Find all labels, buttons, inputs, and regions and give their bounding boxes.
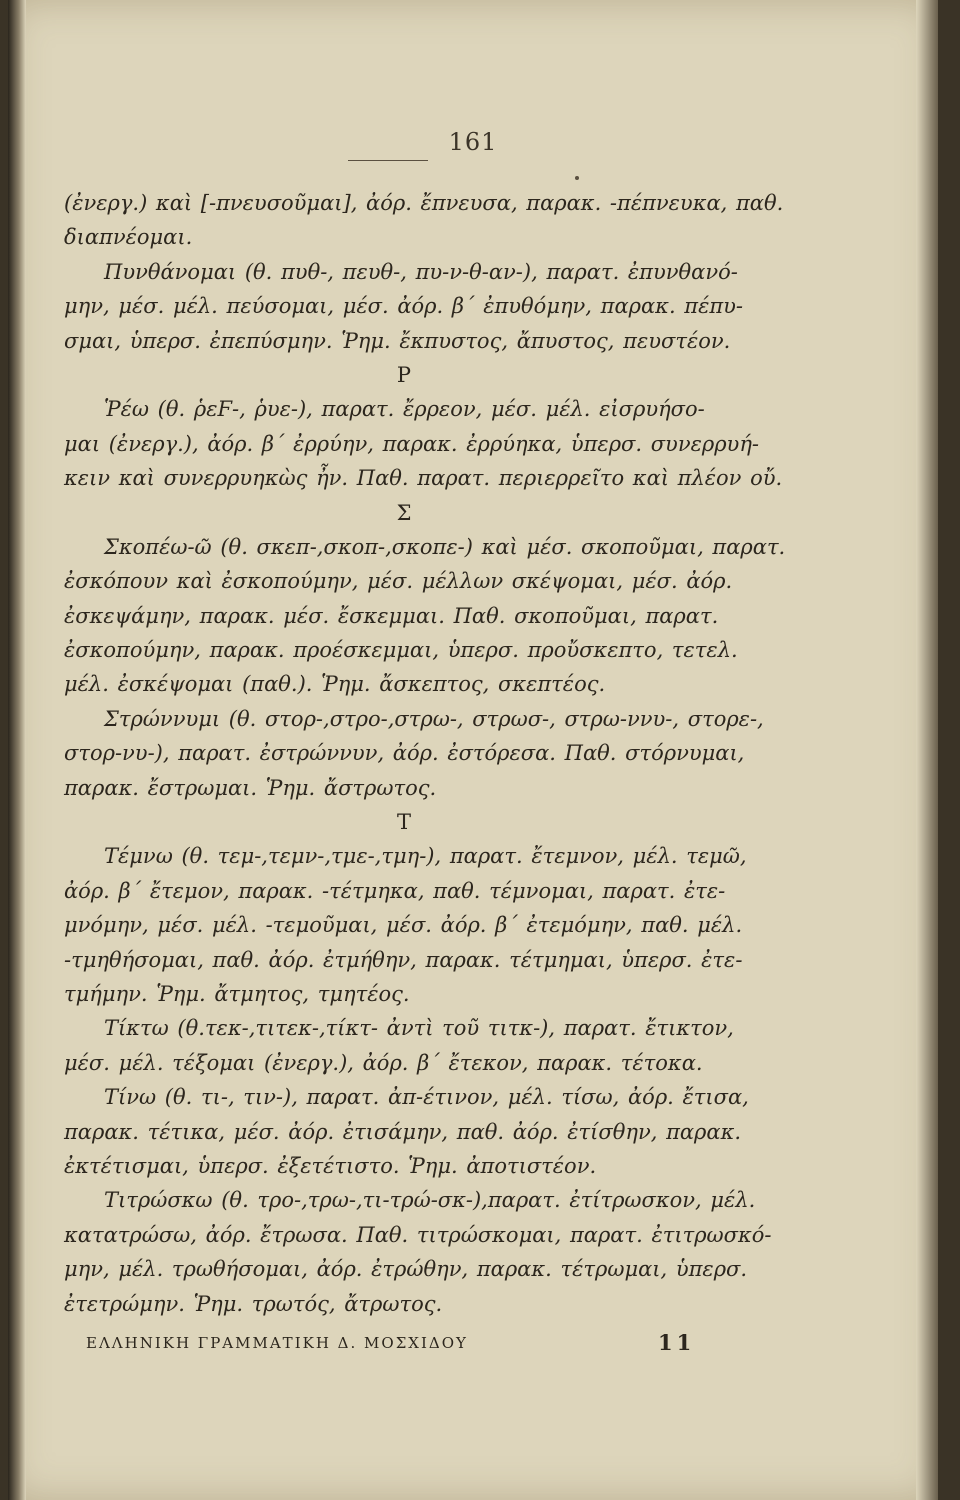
binding-shadow bbox=[8, 0, 26, 1500]
text-line: Τιτρώσκω (θ. τρο-,τρω-,τι-τρώ-σκ-),παρατ. ἐτίτρωσκον, μέλ. bbox=[104, 1188, 756, 1213]
ink-dot bbox=[575, 176, 579, 180]
section-letter: Τ bbox=[396, 810, 411, 835]
body-text bbox=[64, 186, 786, 1321]
text-line: μνόμην, μέσ. μέλ. -τεμοῦμαι, μέσ. ἀόρ. β΄ ἐτεμόμην, παθ. μέλ. bbox=[64, 913, 743, 938]
text-line: Τίνω (θ. τι-, τιν-), παρατ. ἀπ-έτινον, μέλ. τίσω, ἀόρ. ἔτισα, bbox=[104, 1085, 749, 1110]
text-line: Πυνθάνομαι (θ. πυθ-, πευθ-, πυ-ν-θ-αν-), παρατ. ἐπυνθανό- bbox=[104, 259, 738, 284]
text-line: κατατρώσω, ἀόρ. ἔτρωσα. Παθ. τιτρώσκομαι, παρατ. ἐτιτρωσκό- bbox=[64, 1222, 772, 1247]
text-line: ἐκτέτισμαι, ὑπερσ. ἐξετέτιστο. Ῥημ. ἀποτιστέον. bbox=[64, 1153, 597, 1178]
text-line: μέσ. μέλ. τέξομαι (ἐνεργ.), ἀόρ. β΄ ἔτεκον, παρακ. τέτοκα. bbox=[64, 1050, 703, 1075]
text-line: Τέμνω (θ. τεμ-,τεμν-,τμε-,τμη-), παρατ. ἔτεμνον, μέλ. τεμῶ, bbox=[104, 844, 747, 869]
text-line: Σκοπέω-ῶ (θ. σκεπ-,σκοπ-,σκοπε-) καὶ μέσ. σκοποῦμαι, παρατ. bbox=[104, 534, 786, 559]
text-line: ἐτετρώμην. Ῥημ. τρωτός, ἄτρωτος. bbox=[64, 1291, 443, 1316]
text-line: σμαι, ὑπερσ. ἐπεπύσμην. Ῥημ. ἔκπυστος, ἄπυστος, πευστέον. bbox=[64, 328, 731, 353]
text-line: μην, μέσ. μέλ. πεύσομαι, μέσ. ἀόρ. β΄ ἐπυθόμην, παρακ. πέπυ- bbox=[64, 294, 744, 319]
text-line: ἐσκόπουν καὶ ἐσκοπούμην, μέσ. μέλλων σκέψομαι, μέσ. ἀόρ. bbox=[64, 569, 733, 594]
text-line: τμήμην. Ῥημ. ἄτμητος, τμητέος. bbox=[64, 981, 410, 1006]
text-line: παρακ. τέτικα, μέσ. ἀόρ. ἐτισάμην, παθ. ἀόρ. ἐτίσθην, παρακ. bbox=[64, 1119, 742, 1144]
footer-title: ΕΛΛΗΝΙΚΗ ΓΡΑΜΜΑΤΙΚΗ Δ. ΜΟΣΧΙΔΟΥ bbox=[86, 1334, 468, 1352]
text-line: μην, μέλ. τρωθήσομαι, ἀόρ. ἐτρώθην, παρακ. τέτρωμαι, ὑπερσ. bbox=[64, 1257, 748, 1282]
page-edge bbox=[916, 0, 938, 1500]
text-line: μαι (ἐνεργ.), ἀόρ. β΄ ἐρρύην, παρακ. ἐρρύηκα, ὑπερσ. συνερρυή- bbox=[64, 431, 759, 456]
section-letter: Σ bbox=[396, 500, 412, 525]
text-line: -τμηθήσομαι, παθ. ἀόρ. ἐτμήθην, παρακ. τέτμημαι, ὑπερσ. ἐτε- bbox=[64, 947, 743, 972]
text-line: στορ-νυ-), παρατ. ἐστρώννυν, ἀόρ. ἐστόρεσα. Παθ. στόρνυμαι, bbox=[64, 741, 745, 766]
text-line: Ῥέω (θ. ῥεϜ-, ῥυε-), παρατ. ἔρρεον, μέσ. μέλ. εἰσρυήσο- bbox=[104, 397, 705, 422]
text-line: (ἐνεργ.) καὶ [-πνευσοῦμαι], ἀόρ. ἔπνευσα, παρακ. -πέπνευκα, παθ. bbox=[64, 191, 784, 215]
text-line: κειν καὶ συνερρυηκὼς ἦν. Παθ. παρατ. περιερρεῖτο καὶ πλέον οὔ. bbox=[64, 466, 783, 491]
text-line: ἐσκεψάμην, παρακ. μέσ. ἔσκεμμαι. Παθ. σκοποῦμαι, παρατ. bbox=[64, 603, 719, 628]
text-line: διαπνέομαι. bbox=[64, 225, 193, 250]
header-rule bbox=[348, 160, 428, 161]
text-line: Τίκτω (θ.τεκ-,τιτεκ-,τίκτ- ἀντὶ τοῦ τιτκ-), παρατ. ἔτικτον, bbox=[104, 1016, 734, 1041]
text-line: παρακ. ἔστρωμαι. Ῥημ. ἄστρωτος. bbox=[64, 775, 437, 800]
page-number: 161 bbox=[448, 128, 498, 156]
text-line: Στρώννυμι (θ. στορ-,στρο-,στρω-, στρωσ-, στρω-ννυ-, στορε-, bbox=[104, 706, 764, 731]
book-page bbox=[8, 0, 938, 1500]
text-line: ἀόρ. β΄ ἔτεμον, παρακ. -τέτμηκα, παθ. τέμνομαι, παρατ. ἐτε- bbox=[64, 878, 726, 903]
text-line: μέλ. ἐσκέψομαι (παθ.). Ῥημ. ἄσκεπτος, σκεπτέος. bbox=[64, 672, 606, 697]
footer-signature: 11 bbox=[658, 1330, 696, 1355]
text-line: ἐσκοπούμην, παρακ. προέσκεμμαι, ὑπερσ. προὔσκεπτο, τετελ. bbox=[64, 638, 738, 663]
section-letter: Ρ bbox=[396, 362, 412, 387]
